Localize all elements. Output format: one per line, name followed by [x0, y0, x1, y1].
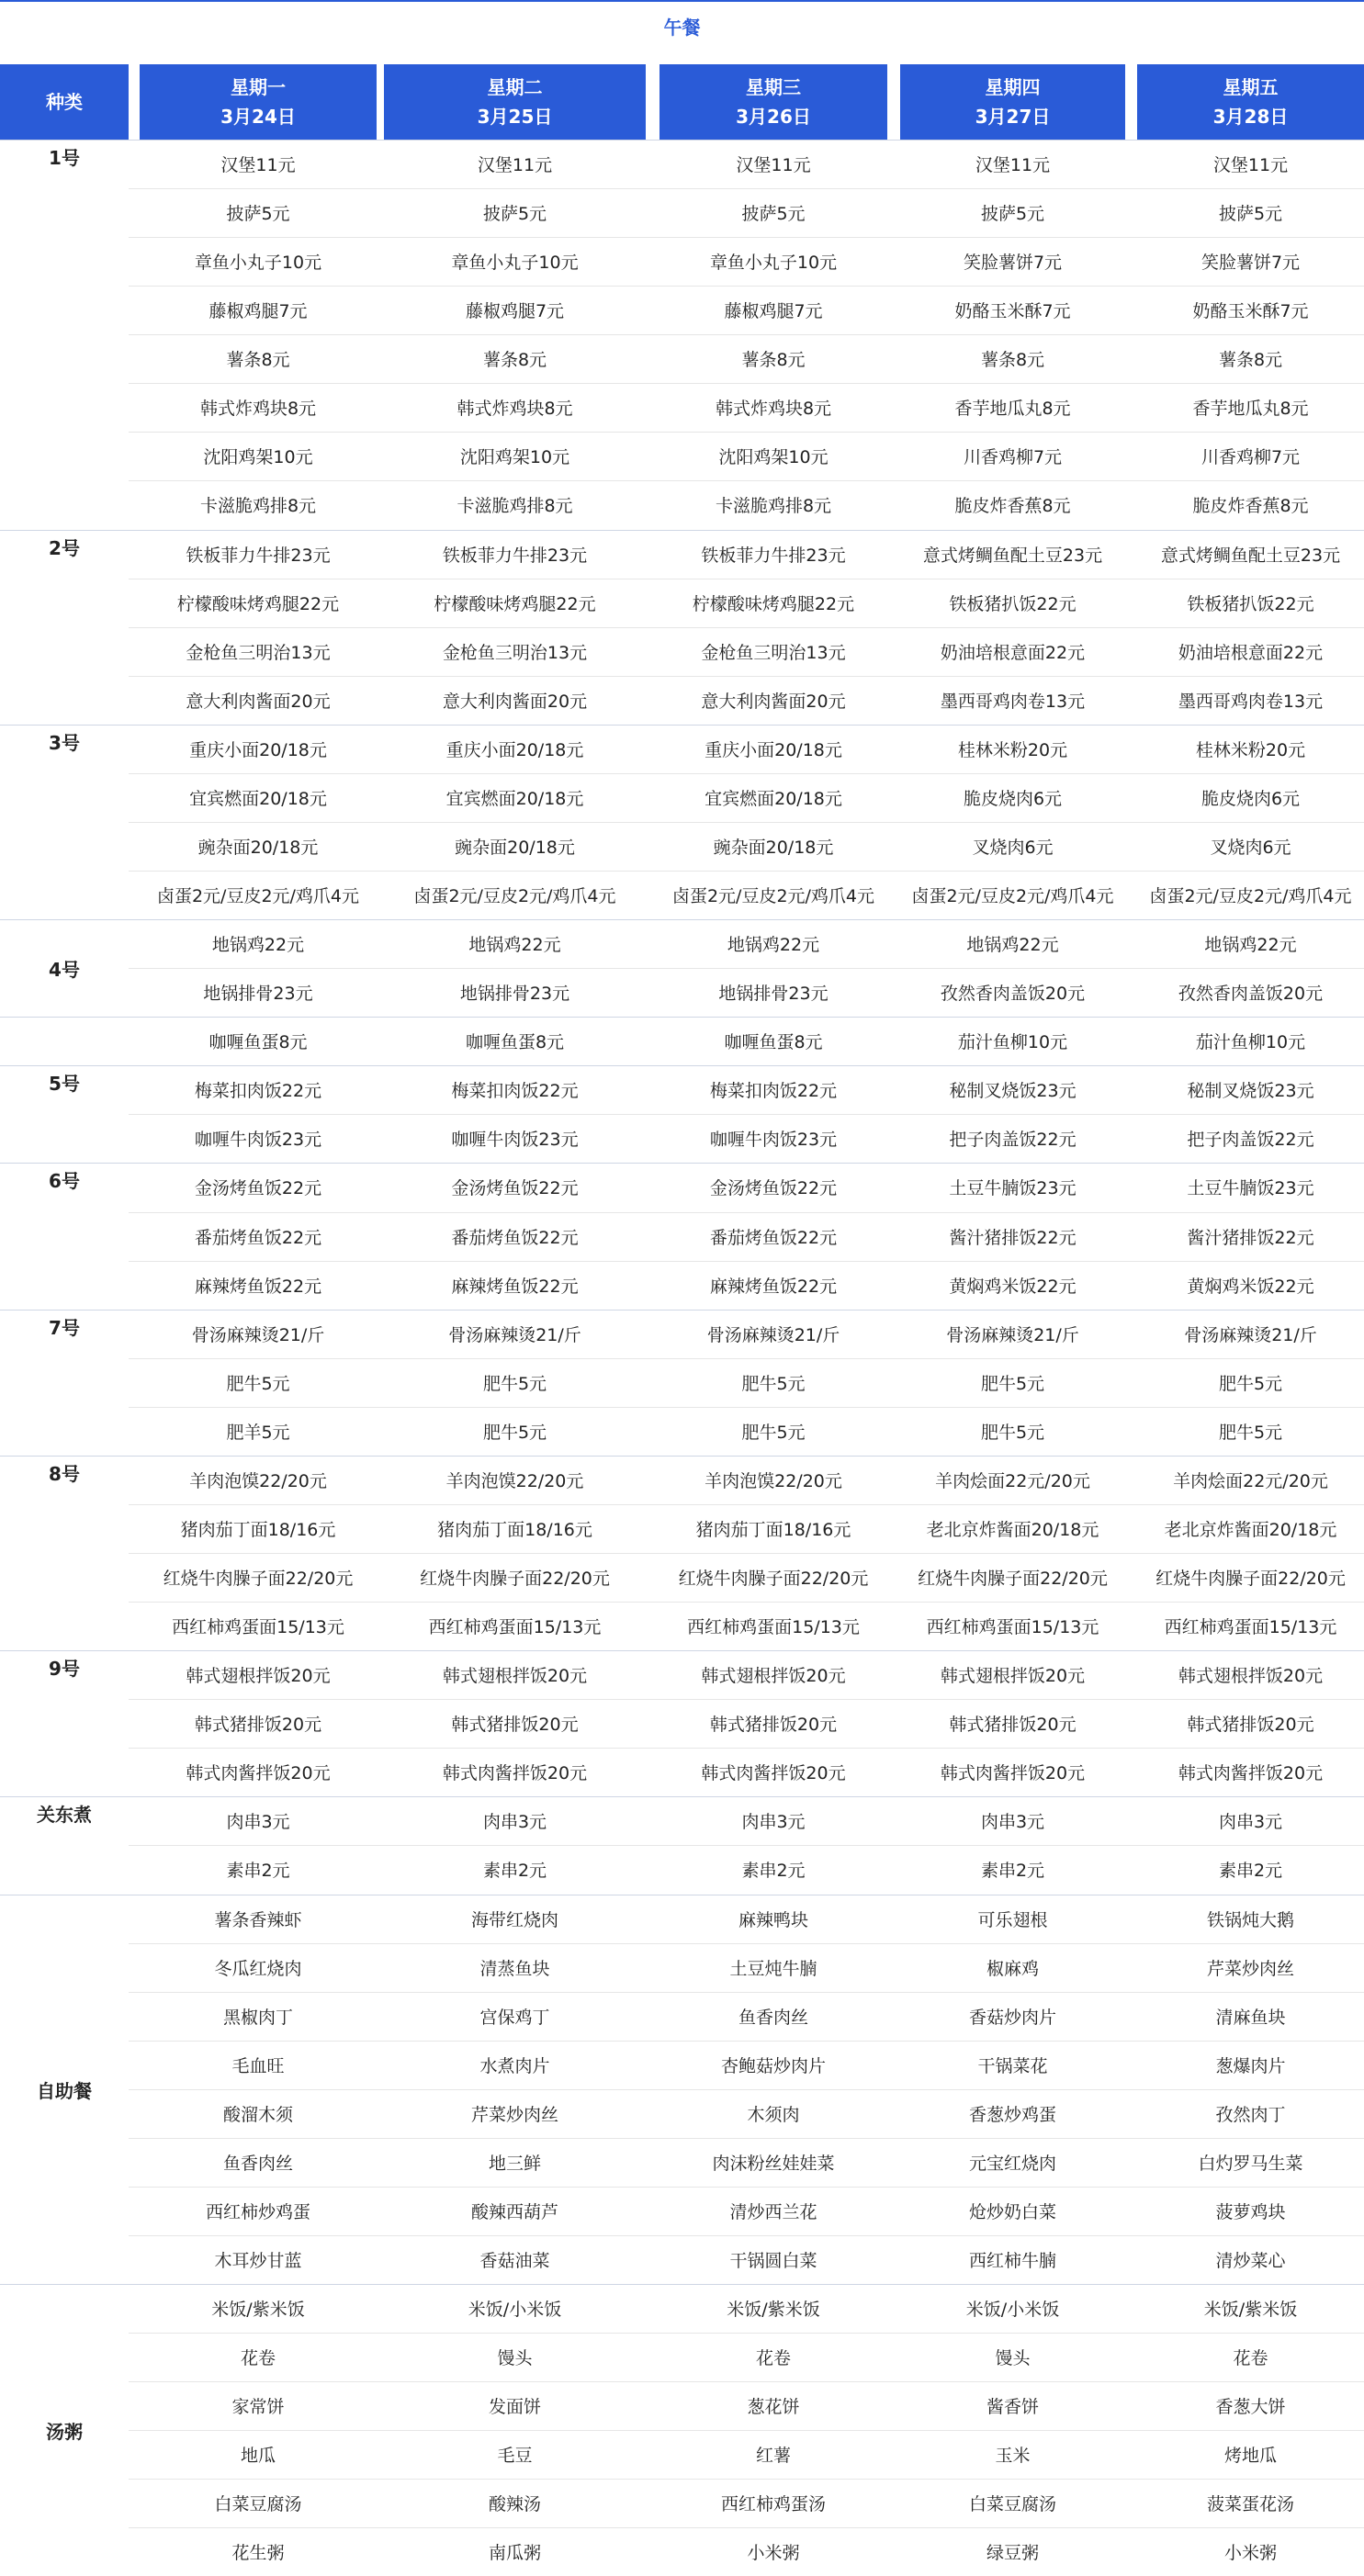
- menu-item-cell: 咖喱鱼蛋8元: [209, 1032, 308, 1052]
- menu-item-cell: 羊肉泡馍22/20元: [445, 1471, 584, 1491]
- menu-item-cell: 卤蛋2元/豆皮2元/鸡爪4元: [156, 886, 360, 906]
- menu-item-cell: 豌杂面20/18元: [197, 838, 319, 858]
- menu-item-cell: 老北京炸酱面20/18元: [926, 1520, 1099, 1540]
- menu-item-cell: 肥牛5元: [980, 1423, 1045, 1443]
- menu-item-cell: 金汤烤鱼饭22元: [194, 1178, 322, 1198]
- menu-item-cell: 木须肉: [747, 2105, 800, 2125]
- header-date: 3月28日: [1212, 106, 1289, 128]
- menu-item-cell: 素串2元: [1218, 1861, 1283, 1881]
- menu-item-cell: 卤蛋2元/豆皮2元/鸡爪4元: [911, 886, 1114, 906]
- menu-item-cell: 意大利肉酱面20元: [186, 692, 331, 712]
- menu-item-cell: 韩式猪排饭20元: [949, 1715, 1077, 1735]
- menu-item-cell: 宜宾燃面20/18元: [189, 789, 327, 809]
- menu-item-cell: 干锅圆白菜: [729, 2251, 817, 2271]
- header-category-label: 种类: [46, 91, 83, 113]
- menu-item-cell: 铁板猪扒饭22元: [949, 594, 1077, 614]
- menu-item-cell: 地锅排骨23元: [203, 984, 313, 1004]
- menu-item-cell: 白菜豆腐汤: [214, 2494, 302, 2514]
- menu-item-cell: 冬瓜红烧肉: [214, 1959, 302, 1979]
- menu-item-cell: 麻辣鸭块: [738, 1910, 808, 1930]
- menu-item-cell: 小米粥: [1223, 2543, 1277, 2563]
- menu-item-cell: 杏鲍菇炒肉片: [720, 2056, 826, 2076]
- menu-item-cell: 韩式炸鸡块8元: [199, 399, 317, 419]
- menu-item-cell: 韩式翅根拌饭20元: [940, 1666, 1086, 1686]
- category-label: 3号: [49, 732, 80, 754]
- header-day-2: [384, 64, 646, 140]
- category-label: 1号: [49, 147, 80, 169]
- menu-item-cell: 香葱炒鸡蛋: [968, 2105, 1056, 2125]
- menu-item-cell: 金枪鱼三明治13元: [186, 643, 331, 663]
- page-title: 午餐: [663, 17, 701, 39]
- menu-item-cell: 韩式猪排饭20元: [451, 1715, 579, 1735]
- menu-item-cell: 梅菜扣肉饭22元: [709, 1081, 838, 1101]
- menu-item-cell: 卡滋脆鸡排8元: [457, 496, 573, 516]
- menu-item-cell: 西红柿鸡蛋面15/13元: [1164, 1617, 1337, 1637]
- header-weekday: 星期一: [231, 76, 286, 98]
- menu-item-cell: 韩式肉酱拌饭20元: [186, 1763, 331, 1783]
- menu-item-cell: 笑脸薯饼7元: [1201, 253, 1301, 273]
- menu-item-cell: 把子肉盖饭22元: [949, 1130, 1077, 1150]
- menu-item-cell: 发面饼: [488, 2397, 541, 2417]
- menu-item-cell: 豌杂面20/18元: [455, 838, 575, 858]
- menu-item-cell: 猪肉茄丁面18/16元: [695, 1520, 851, 1540]
- menu-item-cell: 汉堡11元: [975, 155, 1051, 175]
- menu-item-cell: 披萨5元: [741, 204, 806, 224]
- menu-item-cell: 米饭/紫米饭: [211, 2300, 305, 2320]
- menu-item-cell: 奶酪玉米酥7元: [1192, 301, 1309, 321]
- menu-item-cell: 老北京炸酱面20/18元: [1164, 1520, 1337, 1540]
- menu-item-cell: 西红柿鸡蛋面15/13元: [172, 1617, 344, 1637]
- menu-item-cell: 素串2元: [980, 1861, 1045, 1881]
- menu-item-cell: 麻辣烤鱼饭22元: [451, 1277, 579, 1297]
- menu-item-cell: 红烧牛肉臊子面22/20元: [163, 1569, 354, 1589]
- menu-item-cell: 馒头: [497, 2348, 533, 2368]
- menu-item-cell: 梅菜扣肉饭22元: [194, 1081, 322, 1101]
- menu-item-cell: 肥牛5元: [980, 1374, 1045, 1394]
- menu-item-cell: 酸辣西葫芦: [470, 2202, 558, 2222]
- menu-item-cell: 酸溜木须: [222, 2105, 293, 2125]
- menu-item-cell: 藤椒鸡腿7元: [724, 301, 823, 321]
- menu-item-cell: 香菇炒肉片: [968, 2008, 1056, 2028]
- menu-item-cell: 红薯: [755, 2446, 791, 2466]
- menu-item-cell: 汉堡11元: [1212, 155, 1289, 175]
- menu-item-cell: 地瓜: [240, 2446, 276, 2466]
- menu-item-cell: 红烧牛肉臊子面22/20元: [1155, 1569, 1346, 1589]
- header-day-1: [140, 64, 377, 140]
- menu-item-cell: 茄汁鱼柳10元: [1195, 1032, 1306, 1052]
- menu-item-cell: 藤椒鸡腿7元: [465, 301, 565, 321]
- menu-item-cell: 肉串3元: [482, 1812, 547, 1832]
- menu-item-cell: 红烧牛肉臊子面22/20元: [420, 1569, 610, 1589]
- menu-item-cell: 酱香饼: [986, 2397, 1039, 2417]
- menu-item-cell: 木耳炒甘蓝: [214, 2251, 302, 2271]
- menu-item-cell: 香芋地瓜丸8元: [1192, 399, 1309, 419]
- menu-item-cell: 玉米: [995, 2446, 1031, 2466]
- menu-item-cell: 薯条8元: [482, 350, 547, 370]
- menu-item-cell: 肥牛5元: [482, 1423, 547, 1443]
- category-label: 自助餐: [37, 2080, 92, 2102]
- menu-item-cell: 秘制叉烧饭23元: [1187, 1081, 1314, 1101]
- menu-item-cell: 铁板菲力牛排23元: [442, 546, 588, 566]
- menu-item-cell: 元宝红烧肉: [968, 2154, 1056, 2174]
- menu-item-cell: 红烧牛肉臊子面22/20元: [918, 1569, 1108, 1589]
- menu-item-cell: 酱汁猪排饭22元: [1187, 1228, 1314, 1248]
- menu-item-cell: 毛豆: [497, 2446, 533, 2466]
- menu-item-cell: 藤椒鸡腿7元: [209, 301, 308, 321]
- menu-item-cell: 花卷: [755, 2348, 791, 2368]
- menu-item-cell: 肉沫粉丝娃娃菜: [712, 2154, 835, 2174]
- menu-item-cell: 肉串3元: [980, 1812, 1045, 1832]
- menu-item-cell: 卡滋脆鸡排8元: [715, 496, 832, 516]
- menu-item-cell: 薯条8元: [226, 350, 290, 370]
- menu-item-cell: 花卷: [1233, 2348, 1268, 2368]
- menu-item-cell: 地锅排骨23元: [459, 984, 570, 1004]
- menu-item-cell: 麻辣烤鱼饭22元: [709, 1277, 838, 1297]
- menu-item-cell: 奶油培根意面22元: [940, 643, 1086, 663]
- menu-item-cell: 白菜豆腐汤: [968, 2494, 1056, 2514]
- menu-item-cell: 韩式翅根拌饭20元: [186, 1666, 331, 1686]
- menu-item-cell: 秘制叉烧饭23元: [949, 1081, 1077, 1101]
- menu-item-cell: 脆皮炸香蕉8元: [1192, 496, 1309, 516]
- menu-item-cell: 韩式炸鸡块8元: [457, 399, 573, 419]
- menu-item-cell: 意大利肉酱面20元: [442, 692, 588, 712]
- menu-item-cell: 菠萝鸡块: [1215, 2202, 1286, 2222]
- menu-item-cell: 肥牛5元: [1218, 1423, 1283, 1443]
- menu-item-cell: 西红柿鸡蛋面15/13元: [428, 1617, 602, 1637]
- menu-item-cell: 番茄烤鱼饭22元: [709, 1228, 838, 1248]
- menu-item-cell: 清蒸鱼块: [479, 1959, 550, 1979]
- menu-item-cell: 脆皮烧肉6元: [963, 789, 1063, 809]
- menu-item-cell: 意大利肉酱面20元: [701, 692, 846, 712]
- menu-item-cell: 章鱼小丸子10元: [709, 253, 838, 273]
- menu-item-cell: 咖喱鱼蛋8元: [465, 1032, 565, 1052]
- menu-item-cell: 重庆小面20/18元: [705, 740, 842, 760]
- menu-item-cell: 西红柿鸡蛋面15/13元: [687, 1617, 860, 1637]
- menu-item-cell: 番茄烤鱼饭22元: [451, 1228, 579, 1248]
- menu-item-cell: 羊肉泡馍22/20元: [189, 1471, 327, 1491]
- menu-item-cell: 卤蛋2元/豆皮2元/鸡爪4元: [671, 886, 875, 906]
- menu-item-cell: 羊肉烩面22元/20元: [1173, 1471, 1328, 1491]
- menu-item-cell: 韩式肉酱拌饭20元: [1178, 1763, 1324, 1783]
- menu-item-cell: 骨汤麻辣烫21/斤: [946, 1325, 1079, 1345]
- category-label: 6号: [49, 1170, 80, 1192]
- menu-item-cell: 芹菜炒肉丝: [1206, 1959, 1294, 1979]
- menu-item-cell: 米饭/小米饭: [965, 2300, 1060, 2320]
- menu-item-cell: 地锅鸡22元: [727, 935, 820, 955]
- menu-item-cell: 汉堡11元: [220, 155, 296, 175]
- header-date: 3月24日: [220, 106, 296, 128]
- menu-item-cell: 地锅鸡22元: [1204, 935, 1297, 955]
- menu-item-cell: 水煮肉片: [479, 2056, 550, 2076]
- menu-item-cell: 土豆牛腩饭23元: [1187, 1178, 1314, 1198]
- menu-item-cell: 柠檬酸味烤鸡腿22元: [434, 594, 596, 614]
- menu-item-cell: 宜宾燃面20/18元: [705, 789, 842, 809]
- header-weekday: 星期三: [746, 76, 801, 98]
- menu-item-cell: 韩式猪排饭20元: [194, 1715, 322, 1735]
- menu-item-cell: 可乐翅根: [977, 1910, 1048, 1930]
- menu-item-cell: 骨汤麻辣烫21/斤: [191, 1325, 325, 1345]
- menu-item-cell: 肥牛5元: [741, 1423, 806, 1443]
- header-date: 3月27日: [975, 106, 1051, 128]
- menu-item-cell: 黄焖鸡米饭22元: [949, 1277, 1077, 1297]
- menu-item-cell: 重庆小面20/18元: [189, 740, 327, 760]
- menu-item-cell: 咖喱牛肉饭23元: [194, 1130, 322, 1150]
- header-date: 3月26日: [736, 106, 811, 128]
- menu-item-cell: 奶酪玉米酥7元: [954, 301, 1071, 321]
- menu-item-cell: 土豆牛腩饭23元: [949, 1178, 1077, 1198]
- menu-item-cell: 地锅鸡22元: [211, 935, 305, 955]
- menu-item-cell: 黄焖鸡米饭22元: [1187, 1277, 1314, 1297]
- menu-item-cell: 沈阳鸡架10元: [203, 447, 313, 467]
- menu-item-cell: 意式烤鲷鱼配土豆23元: [922, 546, 1103, 566]
- menu-item-cell: 海带红烧肉: [470, 1910, 558, 1930]
- menu-item-cell: 红烧牛肉臊子面22/20元: [678, 1569, 869, 1589]
- menu-item-cell: 叉烧肉6元: [972, 838, 1054, 858]
- menu-item-cell: 骨汤麻辣烫21/斤: [448, 1325, 581, 1345]
- header-day-4: [900, 64, 1125, 140]
- menu-item-cell: 韩式肉酱拌饭20元: [442, 1763, 588, 1783]
- header-weekday: 星期五: [1223, 76, 1279, 98]
- menu-item-cell: 地锅排骨23元: [718, 984, 829, 1004]
- menu-item-cell: 黑椒肉丁: [222, 2008, 293, 2028]
- header-weekday: 星期四: [985, 76, 1041, 98]
- menu-item-cell: 沈阳鸡架10元: [459, 447, 570, 467]
- menu-item-cell: 葱花饼: [747, 2397, 800, 2417]
- menu-item-cell: 清炒西兰花: [729, 2202, 817, 2222]
- menu-item-cell: 金汤烤鱼饭22元: [451, 1178, 579, 1198]
- menu-item-cell: 川香鸡柳7元: [963, 447, 1063, 467]
- menu-item-cell: 韩式翅根拌饭20元: [442, 1666, 588, 1686]
- menu-item-cell: 酸辣汤: [488, 2494, 541, 2514]
- menu-item-cell: 香葱大饼: [1215, 2397, 1286, 2417]
- menu-item-cell: 花卷: [240, 2348, 276, 2368]
- menu-item-cell: 香菇油菜: [479, 2251, 550, 2271]
- menu-item-cell: 肥牛5元: [482, 1374, 547, 1394]
- menu-item-cell: 米饭/紫米饭: [727, 2300, 820, 2320]
- menu-item-cell: 酱汁猪排饭22元: [949, 1228, 1077, 1248]
- menu-item-cell: 芹菜炒肉丝: [470, 2105, 558, 2125]
- menu-item-cell: 素串2元: [741, 1861, 806, 1881]
- header-category: [0, 64, 129, 140]
- menu-item-cell: 肥牛5元: [741, 1374, 806, 1394]
- menu-item-cell: 肥羊5元: [226, 1423, 290, 1443]
- menu-item-cell: 炝炒奶白菜: [968, 2202, 1056, 2222]
- menu-item-cell: 墨西哥鸡肉卷13元: [940, 692, 1086, 712]
- menu-item-cell: 薯条香辣虾: [214, 1910, 302, 1930]
- category-label: 汤粥: [46, 2420, 83, 2443]
- menu-item-cell: 椒麻鸡: [986, 1959, 1039, 1979]
- menu-item-cell: 孜然香肉盖饭20元: [940, 984, 1086, 1004]
- menu-item-cell: 金汤烤鱼饭22元: [709, 1178, 838, 1198]
- menu-item-cell: 南瓜粥: [488, 2543, 541, 2563]
- menu-item-cell: 米饭/小米饭: [468, 2300, 562, 2320]
- menu-item-cell: 肉串3元: [226, 1812, 290, 1832]
- menu-item-cell: 土豆炖牛腩: [729, 1959, 817, 1979]
- menu-item-cell: 重庆小面20/18元: [445, 740, 584, 760]
- menu-item-cell: 番茄烤鱼饭22元: [194, 1228, 322, 1248]
- menu-item-cell: 卤蛋2元/豆皮2元/鸡爪4元: [1149, 886, 1352, 906]
- menu-item-cell: 铁板菲力牛排23元: [701, 546, 846, 566]
- menu-item-cell: 把子肉盖饭22元: [1187, 1130, 1314, 1150]
- menu-item-cell: 韩式翅根拌饭20元: [701, 1666, 846, 1686]
- menu-item-cell: 韩式肉酱拌饭20元: [940, 1763, 1086, 1783]
- menu-item-cell: 披萨5元: [226, 204, 290, 224]
- menu-item-cell: 西红柿鸡蛋面15/13元: [926, 1617, 1099, 1637]
- menu-item-cell: 菠菜蛋花汤: [1206, 2494, 1294, 2514]
- menu-item-cell: 骨汤麻辣烫21/斤: [1184, 1325, 1317, 1345]
- menu-item-cell: 柠檬酸味烤鸡腿22元: [692, 594, 855, 614]
- menu-item-cell: 韩式肉酱拌饭20元: [701, 1763, 846, 1783]
- category-label: 关东煮: [37, 1804, 92, 1826]
- top-border: [0, 0, 1364, 2]
- menu-item-cell: 骨汤麻辣烫21/斤: [706, 1325, 840, 1345]
- menu-item-cell: 披萨5元: [1218, 204, 1283, 224]
- category-label: 5号: [49, 1073, 80, 1095]
- menu-item-cell: 卡滋脆鸡排8元: [199, 496, 317, 516]
- menu-item-cell: 卤蛋2元/豆皮2元/鸡爪4元: [413, 886, 616, 906]
- menu-item-cell: 肥牛5元: [226, 1374, 290, 1394]
- category-label: 8号: [49, 1463, 80, 1485]
- menu-item-cell: 铁锅炖大鹅: [1206, 1910, 1294, 1930]
- menu-item-cell: 西红柿牛腩: [968, 2251, 1056, 2271]
- menu-item-cell: 梅菜扣肉饭22元: [451, 1081, 579, 1101]
- menu-item-cell: 花生粥: [231, 2543, 285, 2563]
- menu-item-cell: 香芋地瓜丸8元: [954, 399, 1071, 419]
- menu-item-cell: 肉串3元: [1218, 1812, 1283, 1832]
- category-label: 4号: [49, 958, 80, 981]
- menu-item-cell: 鱼香肉丝: [222, 2154, 293, 2174]
- menu-item-cell: 铁板猪扒饭22元: [1187, 594, 1314, 614]
- menu-item-cell: 猪肉茄丁面18/16元: [437, 1520, 592, 1540]
- menu-item-cell: 咖喱牛肉饭23元: [451, 1130, 579, 1150]
- menu-item-cell: 干锅菜花: [977, 2056, 1048, 2076]
- header-day-3: [659, 64, 887, 140]
- menu-item-cell: 茄汁鱼柳10元: [957, 1032, 1068, 1052]
- menu-item-cell: 金枪鱼三明治13元: [701, 643, 846, 663]
- menu-item-cell: 汉堡11元: [736, 155, 811, 175]
- menu-item-cell: 叉烧肉6元: [1210, 838, 1291, 858]
- menu-item-cell: 地锅鸡22元: [468, 935, 561, 955]
- menu-item-cell: 章鱼小丸子10元: [194, 253, 322, 273]
- menu-item-cell: 意式烤鲷鱼配土豆23元: [1160, 546, 1341, 566]
- menu-item-cell: 孜然香肉盖饭20元: [1178, 984, 1324, 1004]
- menu-item-cell: 韩式猪排饭20元: [709, 1715, 838, 1735]
- menu-item-cell: 柠檬酸味烤鸡腿22元: [176, 594, 340, 614]
- menu-item-cell: 家常饼: [231, 2397, 285, 2417]
- menu-item-cell: 馒头: [995, 2348, 1031, 2368]
- menu-item-cell: 猪肉茄丁面18/16元: [180, 1520, 336, 1540]
- menu-item-cell: 墨西哥鸡肉卷13元: [1178, 692, 1324, 712]
- menu-item-cell: 清麻鱼块: [1215, 2008, 1286, 2028]
- menu-item-cell: 西红柿鸡蛋汤: [720, 2494, 826, 2514]
- menu-item-cell: 米饭/紫米饭: [1203, 2300, 1298, 2320]
- header-weekday: 星期二: [487, 76, 543, 98]
- menu-item-cell: 桂林米粉20元: [1195, 740, 1306, 760]
- menu-item-cell: 豌杂面20/18元: [713, 838, 834, 858]
- menu-item-cell: 葱爆肉片: [1215, 2056, 1286, 2076]
- menu-item-cell: 宫保鸡丁: [479, 2008, 550, 2028]
- category-label: 7号: [49, 1317, 80, 1339]
- menu-item-cell: 披萨5元: [980, 204, 1045, 224]
- category-label: 9号: [49, 1658, 80, 1680]
- category-label: 2号: [49, 537, 80, 559]
- menu-item-cell: 薯条8元: [741, 350, 806, 370]
- menu-item-cell: 披萨5元: [482, 204, 547, 224]
- menu-item-cell: 咖喱鱼蛋8元: [724, 1032, 823, 1052]
- menu-item-cell: 奶油培根意面22元: [1178, 643, 1324, 663]
- menu-item-cell: 薯条8元: [1218, 350, 1283, 370]
- menu-item-cell: 汉堡11元: [477, 155, 553, 175]
- menu-item-cell: 羊肉烩面22元/20元: [935, 1471, 1090, 1491]
- menu-item-cell: 章鱼小丸子10元: [451, 253, 579, 273]
- menu-item-cell: 鱼香肉丝: [738, 2008, 808, 2028]
- menu-item-cell: 韩式猪排饭20元: [1187, 1715, 1314, 1735]
- menu-item-cell: 宜宾燃面20/18元: [445, 789, 584, 809]
- menu-item-cell: 脆皮炸香蕉8元: [954, 496, 1071, 516]
- menu-item-cell: 毛血旺: [231, 2056, 285, 2076]
- menu-item-cell: 川香鸡柳7元: [1201, 447, 1301, 467]
- menu-item-cell: 脆皮烧肉6元: [1201, 789, 1301, 809]
- menu-item-cell: 素串2元: [482, 1861, 547, 1881]
- menu-item-cell: 韩式翅根拌饭20元: [1178, 1666, 1324, 1686]
- header-date: 3月25日: [477, 106, 553, 128]
- menu-item-cell: 铁板菲力牛排23元: [186, 546, 331, 566]
- menu-item-cell: 麻辣烤鱼饭22元: [194, 1277, 322, 1297]
- menu-item-cell: 薯条8元: [980, 350, 1045, 370]
- menu-item-cell: 笑脸薯饼7元: [963, 253, 1063, 273]
- menu-item-cell: 烤地瓜: [1223, 2446, 1277, 2466]
- menu-item-cell: 金枪鱼三明治13元: [442, 643, 588, 663]
- menu-item-cell: 绿豆粥: [986, 2543, 1039, 2563]
- menu-item-cell: 白灼罗马生菜: [1198, 2154, 1303, 2174]
- menu-item-cell: 清炒菜心: [1215, 2251, 1286, 2271]
- menu-item-cell: 羊肉泡馍22/20元: [705, 1471, 842, 1491]
- menu-item-cell: 肥牛5元: [1218, 1374, 1283, 1394]
- menu-item-cell: 桂林米粉20元: [957, 740, 1068, 760]
- menu-item-cell: 咖喱牛肉饭23元: [709, 1130, 838, 1150]
- menu-item-cell: 素串2元: [226, 1861, 290, 1881]
- header-day-5: [1137, 64, 1364, 140]
- menu-item-cell: 韩式炸鸡块8元: [715, 399, 832, 419]
- menu-item-cell: 孜然肉丁: [1215, 2105, 1286, 2125]
- menu-item-cell: 沈阳鸡架10元: [718, 447, 829, 467]
- menu-item-cell: 西红柿炒鸡蛋: [205, 2202, 310, 2222]
- menu-item-cell: 地三鲜: [488, 2154, 541, 2174]
- menu-item-cell: 肉串3元: [741, 1812, 806, 1832]
- menu-item-cell: 小米粥: [747, 2543, 800, 2563]
- menu-item-cell: 地锅鸡22元: [966, 935, 1059, 955]
